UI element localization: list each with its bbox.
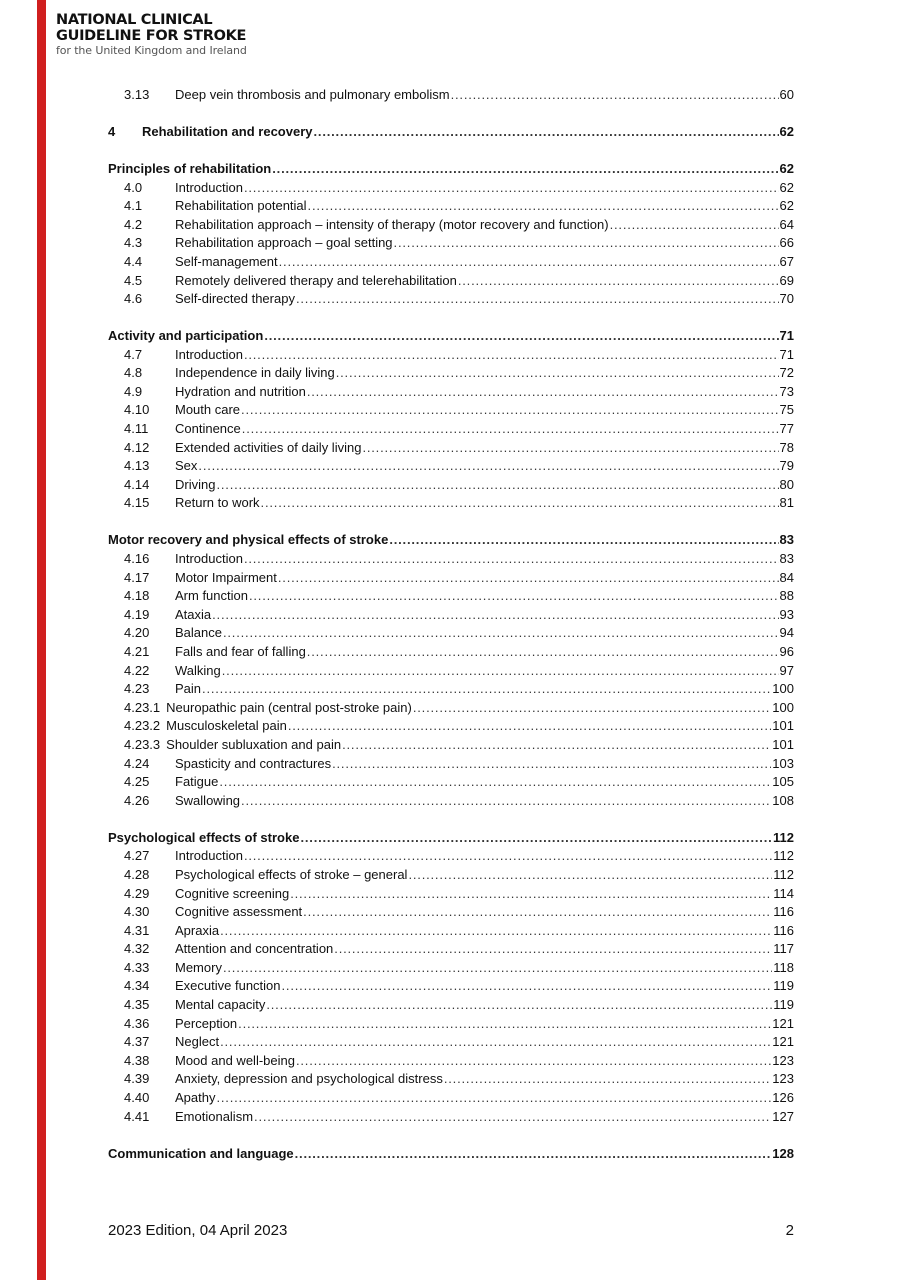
toc-entry-number: 4.29 — [124, 885, 150, 901]
toc-entry[interactable] — [108, 420, 794, 439]
toc-entry-number: 4.0 — [124, 179, 143, 195]
toc-entry-title: Ataxia — [175, 606, 212, 622]
dot-leader — [290, 885, 772, 904]
toc-entry-title: Shoulder subluxation and pain — [166, 736, 342, 752]
dot-leader — [332, 755, 771, 774]
toc-entry-page: 66 — [779, 235, 794, 251]
table-of-contents — [108, 86, 794, 1163]
toc-entry-number: 4.22 — [124, 662, 150, 678]
toc-entry-number: 4.38 — [124, 1052, 150, 1068]
toc-entry-number: 4.23.3 — [124, 736, 161, 752]
toc-entry-number: 4.13 — [124, 458, 150, 474]
toc-entry-page: 112 — [773, 866, 794, 882]
toc-section-heading[interactable] — [108, 327, 794, 346]
toc-chapter[interactable] — [108, 123, 794, 142]
toc-entry[interactable] — [108, 755, 794, 774]
toc-entry-number: 4.6 — [124, 291, 143, 307]
dot-leader — [219, 773, 771, 792]
dot-leader — [314, 123, 779, 142]
toc-entry[interactable] — [108, 922, 794, 941]
footer-page-number: 2 — [785, 1222, 794, 1239]
dot-leader — [222, 662, 779, 681]
toc-entry-number: 4.8 — [124, 365, 143, 381]
toc-entry-title: Introduction — [175, 179, 243, 195]
toc-entry[interactable] — [108, 606, 794, 625]
toc-entry[interactable] — [108, 1015, 794, 1034]
toc-entry-page: 112 — [773, 848, 794, 864]
toc-entry-number: 4.23 — [124, 681, 150, 697]
toc-entry-title: Self-directed therapy — [175, 291, 295, 307]
toc-entry[interactable] — [108, 364, 794, 383]
toc-section-page: 62 — [779, 160, 794, 176]
toc-entry-page: 108 — [772, 792, 794, 808]
dot-leader — [300, 829, 772, 848]
toc-entry-page: 116 — [773, 904, 794, 920]
toc-entry-number: 4.23.1 — [124, 699, 161, 715]
toc-section-page: 112 — [773, 829, 794, 845]
dot-leader — [458, 272, 779, 291]
toc-entry-number: 4.10 — [124, 402, 150, 418]
dot-leader — [610, 216, 779, 235]
toc-entry[interactable] — [108, 940, 794, 959]
toc-entry[interactable] — [108, 977, 794, 996]
dot-leader — [444, 1070, 771, 1089]
dot-leader — [288, 717, 771, 736]
toc-entry-number: 4.11 — [124, 421, 149, 437]
toc-section-title: Motor recovery and physical effects of stroke — [108, 532, 389, 548]
toc-entry-title: Sex — [175, 458, 198, 474]
toc-entry-number: 4.32 — [124, 941, 150, 957]
toc-entry-number: 4.15 — [124, 495, 150, 511]
toc-entry-page: 126 — [772, 1090, 794, 1106]
toc-entry-page: 64 — [779, 216, 794, 232]
toc-entry[interactable] — [108, 680, 794, 699]
toc-entry-title: Walking — [175, 662, 221, 678]
toc-chapter-number: 4 — [108, 123, 116, 139]
toc-entry-page: 77 — [779, 421, 794, 437]
toc-entry-title: Anxiety, depression and psychological distress — [175, 1071, 443, 1087]
toc-entry-page: 105 — [772, 774, 794, 790]
toc-entry[interactable] — [108, 234, 794, 253]
toc-entry-number: 4.1 — [124, 198, 143, 214]
toc-subentry[interactable] — [108, 717, 794, 736]
toc-entry-page: 78 — [779, 439, 794, 455]
dot-leader — [244, 346, 779, 365]
toc-entry[interactable] — [108, 290, 794, 309]
toc-entry-page: 81 — [779, 495, 794, 511]
toc-entry-title: Memory — [175, 959, 222, 975]
dot-leader — [389, 531, 778, 550]
dot-leader — [272, 160, 778, 179]
toc-entry-title: Falls and fear of falling — [175, 644, 306, 659]
toc-entry[interactable] — [108, 866, 794, 885]
toc-entry-number: 4.33 — [124, 959, 150, 975]
toc-entry-page: 127 — [772, 1108, 794, 1124]
toc-entry-number: 4.37 — [124, 1034, 150, 1050]
toc-entry[interactable] — [108, 383, 794, 402]
dot-leader — [296, 290, 779, 309]
toc-entry[interactable] — [108, 903, 794, 922]
dot-leader — [266, 996, 772, 1015]
toc-entry-number: 4.20 — [124, 625, 150, 641]
toc-entry-title: Introduction — [175, 848, 243, 864]
toc-entry[interactable] — [108, 401, 794, 420]
toc-entry-title: Attention and concentration — [175, 941, 334, 957]
toc-entry-number: 4.3 — [124, 235, 143, 251]
dot-leader — [198, 457, 778, 476]
toc-entry-number: 4.23.2 — [124, 718, 161, 734]
dot-leader — [451, 86, 779, 105]
toc-section-title: Activity and participation — [108, 328, 264, 344]
toc-section-heading[interactable] — [108, 160, 794, 179]
toc-entry[interactable] — [108, 272, 794, 291]
toc-sections — [108, 142, 794, 1164]
toc-entry-number: 3.13 — [124, 87, 150, 102]
dot-leader — [212, 606, 778, 625]
toc-entry[interactable] — [108, 643, 794, 662]
dot-leader — [254, 1108, 771, 1127]
toc-entry-page: 97 — [779, 662, 794, 678]
dot-leader — [303, 903, 772, 922]
toc-section-title: Psychological effects of stroke — [108, 829, 300, 845]
toc-section-page: 83 — [779, 532, 794, 548]
toc-entry-number: 4.5 — [124, 272, 143, 288]
toc-entry[interactable] — [108, 792, 794, 811]
toc-entry-number: 4.39 — [124, 1071, 150, 1087]
toc-entry-number: 4.2 — [124, 216, 143, 232]
dot-leader — [408, 866, 772, 885]
toc-entry-title: Cognitive assessment — [175, 904, 303, 920]
toc-entry-page: 80 — [779, 476, 794, 492]
toc-entry-title: Hydration and nutrition — [175, 383, 306, 399]
dot-leader — [413, 699, 771, 718]
toc-entry-page: 69 — [779, 272, 794, 288]
toc-entry-number: 4.30 — [124, 904, 150, 920]
toc-entry-title: Psychological effects of stroke – general — [175, 866, 408, 882]
toc-entry-page: 83 — [779, 551, 794, 567]
toc-entry-number: 4.35 — [124, 997, 150, 1013]
toc-entry-page: 121 — [772, 1015, 794, 1031]
toc-entry-title: Balance — [175, 625, 222, 641]
guideline-header — [56, 12, 247, 58]
header-subtitle: for the United Kingdom and Ireland — [56, 44, 247, 57]
toc-entry[interactable] — [108, 216, 794, 235]
toc-entry-number: 4.17 — [124, 569, 150, 585]
toc-entry-number: 4.27 — [124, 848, 150, 864]
dot-leader — [282, 977, 773, 996]
toc-entry-title: Motor Impairment — [175, 569, 277, 585]
dot-leader — [242, 420, 779, 439]
toc-entry-page: 114 — [773, 885, 794, 901]
toc-entry-title: Mouth care — [175, 402, 241, 418]
toc-entry-page: 93 — [779, 606, 794, 622]
toc-entry-page: 123 — [772, 1071, 794, 1087]
dot-leader — [241, 792, 771, 811]
toc-entry[interactable] — [108, 550, 794, 569]
toc-entry[interactable] — [108, 624, 794, 643]
toc-entry-title: Rehabilitation approach – goal setting — [175, 235, 393, 251]
toc-entry[interactable] — [108, 86, 794, 105]
toc-entry-title: Driving — [175, 476, 216, 492]
toc-section-heading[interactable] — [108, 1145, 794, 1164]
toc-entry-page: 94 — [779, 625, 794, 641]
toc-entry-title: Rehabilitation approach – intensity of therapy (motor recovery and function) — [175, 216, 609, 232]
dot-leader — [223, 624, 779, 643]
toc-entry-number: 4.25 — [124, 774, 150, 790]
toc-entry-title: Introduction — [175, 346, 243, 362]
toc-chapter-page: 62 — [779, 123, 794, 139]
toc-entry-title: Neglect — [175, 1034, 220, 1050]
dot-leader — [244, 847, 772, 866]
accent-bar — [37, 0, 46, 1280]
dot-leader — [220, 922, 772, 941]
toc-entry-number: 4.36 — [124, 1015, 150, 1031]
toc-entry-title: Neuropathic pain (central post-stroke pain) — [166, 699, 412, 715]
toc-entry[interactable] — [108, 197, 794, 216]
toc-entry[interactable] — [108, 1070, 794, 1089]
toc-entry[interactable] — [108, 1052, 794, 1071]
toc-entry[interactable] — [108, 662, 794, 681]
toc-entry-title: Independence in daily living — [175, 365, 335, 381]
toc-entry-title: Extended activities of daily living — [175, 439, 362, 455]
toc-entry-title: Mental capacity — [175, 997, 266, 1013]
toc-entry-page: 79 — [779, 458, 794, 474]
toc-entry-page: 100 — [772, 681, 794, 697]
dot-leader — [220, 1033, 771, 1052]
dot-leader — [279, 253, 779, 272]
toc-entry[interactable] — [108, 569, 794, 588]
toc-entry-number: 4.40 — [124, 1090, 150, 1106]
toc-entry-page: 60 — [779, 87, 794, 102]
toc-entry-page: 84 — [779, 569, 794, 585]
toc-entry-number: 4.4 — [124, 253, 143, 269]
toc-entry-page: 62 — [779, 179, 794, 195]
toc-entry-title: Introduction — [175, 551, 243, 567]
toc-entry-number: 4.24 — [124, 755, 150, 771]
toc-entry-title: Musculoskeletal pain — [166, 718, 287, 734]
toc-entry-number: 4.31 — [124, 922, 150, 938]
toc-entry[interactable] — [108, 1108, 794, 1127]
toc-entry-title: Pain — [175, 681, 202, 697]
toc-entry-title: Arm function — [175, 588, 248, 604]
toc-entry-page: 119 — [773, 997, 794, 1013]
dot-leader — [308, 197, 779, 216]
toc-entry-title: Spasticity and contractures — [175, 755, 332, 771]
toc-entry-number: 4.18 — [124, 588, 150, 604]
toc-entry-page: 101 — [772, 718, 794, 734]
toc-entry-title: Return to work — [175, 495, 260, 511]
toc-section-heading[interactable] — [108, 531, 794, 550]
toc-entry-title: Remotely delivered therapy and telerehabilitation — [175, 272, 457, 288]
toc-entry-title: Continence — [175, 421, 241, 437]
dot-leader — [307, 383, 779, 402]
dot-leader — [202, 680, 771, 699]
toc-section-heading[interactable] — [108, 829, 794, 848]
toc-entry-title: Apraxia — [175, 922, 220, 938]
toc-entry-number: 4.26 — [124, 792, 150, 808]
dot-leader — [216, 1089, 771, 1108]
toc-entry-page: 71 — [779, 346, 794, 362]
toc-entry-page: 100 — [772, 699, 794, 715]
toc-entry-page: 116 — [773, 922, 794, 938]
toc-entry-title: Mood and well-being — [175, 1052, 295, 1068]
dot-leader — [342, 736, 771, 755]
toc-entry-title: Rehabilitation potential — [175, 198, 307, 214]
dot-leader — [336, 364, 779, 383]
toc-entry[interactable] — [108, 253, 794, 272]
toc-entry-number: 4.34 — [124, 978, 150, 994]
toc-entry[interactable] — [108, 587, 794, 606]
dot-leader — [238, 1015, 771, 1034]
toc-entry-page: 101 — [772, 736, 794, 752]
toc-entry[interactable] — [108, 996, 794, 1015]
toc-entry-title: Cognitive screening — [175, 885, 290, 901]
toc-section-title: Communication and language — [108, 1145, 294, 1161]
toc-entry-page: 62 — [779, 198, 794, 214]
dot-leader — [264, 327, 778, 346]
toc-entry-number: 4.19 — [124, 606, 150, 622]
toc-entry-title: Emotionalism — [175, 1108, 254, 1124]
dot-leader — [223, 959, 772, 978]
toc-entry-number: 4.7 — [124, 346, 143, 362]
dot-leader — [394, 234, 779, 253]
toc-entry-number: 4.16 — [124, 551, 150, 567]
toc-entry-page: 72 — [779, 365, 794, 381]
toc-entry-number: 4.21 — [124, 644, 150, 659]
page-footer — [108, 1222, 794, 1239]
toc-entry-page: 118 — [773, 959, 794, 975]
toc-entry[interactable] — [108, 1033, 794, 1052]
toc-entry[interactable] — [108, 179, 794, 198]
toc-entry-page: 96 — [779, 644, 794, 659]
toc-entry-page: 67 — [779, 253, 794, 269]
toc-entry-page: 103 — [772, 755, 794, 771]
footer-edition: 2023 Edition, 04 April 2023 — [108, 1222, 288, 1239]
toc-entry-title: Swallowing — [175, 792, 241, 808]
toc-entry-page: 88 — [779, 588, 794, 604]
toc-entry[interactable] — [108, 847, 794, 866]
toc-entry-page: 119 — [773, 978, 794, 994]
toc-entry-page: 75 — [779, 402, 794, 418]
toc-entry-title: Perception — [175, 1015, 238, 1031]
dot-leader — [261, 494, 779, 513]
toc-entry[interactable] — [108, 457, 794, 476]
toc-entry[interactable] — [108, 494, 794, 513]
toc-section-page: 71 — [779, 328, 794, 344]
toc-entry-page: 70 — [779, 291, 794, 307]
toc-entry[interactable] — [108, 959, 794, 978]
dot-leader — [295, 1145, 772, 1164]
toc-entry-page: 121 — [772, 1034, 794, 1050]
toc-entry-page: 73 — [779, 383, 794, 399]
toc-subentry[interactable] — [108, 699, 794, 718]
dot-leader — [216, 476, 778, 495]
toc-entry[interactable] — [108, 1089, 794, 1108]
toc-entry-number: 4.12 — [124, 439, 150, 455]
toc-entry-page: 117 — [773, 941, 794, 957]
toc-entry-title: Deep vein thrombosis and pulmonary embolism — [175, 87, 450, 102]
dot-leader — [296, 1052, 771, 1071]
toc-entry-number: 4.9 — [124, 383, 143, 399]
dot-leader — [249, 587, 779, 606]
toc-entry-title: Executive function — [175, 978, 281, 994]
dot-leader — [241, 401, 778, 420]
toc-entry-number: 4.14 — [124, 476, 150, 492]
dot-leader — [278, 569, 779, 588]
toc-entry[interactable] — [108, 885, 794, 904]
dot-leader — [362, 439, 778, 458]
toc-section-page: 128 — [772, 1145, 794, 1161]
toc-chapter-title: Rehabilitation and recovery — [142, 123, 313, 139]
dot-leader — [244, 179, 779, 198]
dot-leader — [244, 550, 779, 569]
toc-entry[interactable] — [108, 476, 794, 495]
toc-entry[interactable] — [108, 346, 794, 365]
toc-subentry[interactable] — [108, 736, 794, 755]
toc-entry-number: 4.41 — [124, 1108, 150, 1124]
dot-leader — [334, 940, 772, 959]
header-title-line2: GUIDELINE FOR STROKE — [56, 28, 247, 44]
toc-entry[interactable] — [108, 773, 794, 792]
toc-section-title: Principles of rehabilitation — [108, 160, 272, 176]
header-title-line1: NATIONAL CLINICAL — [56, 12, 213, 28]
toc-entry[interactable] — [108, 439, 794, 458]
dot-leader — [307, 643, 779, 662]
toc-entry-title: Apathy — [175, 1090, 216, 1106]
toc-entry-title: Self-management — [175, 253, 278, 269]
toc-entry-title: Fatigue — [175, 774, 219, 790]
toc-entry-page: 123 — [772, 1052, 794, 1068]
toc-entry-number: 4.28 — [124, 866, 150, 882]
